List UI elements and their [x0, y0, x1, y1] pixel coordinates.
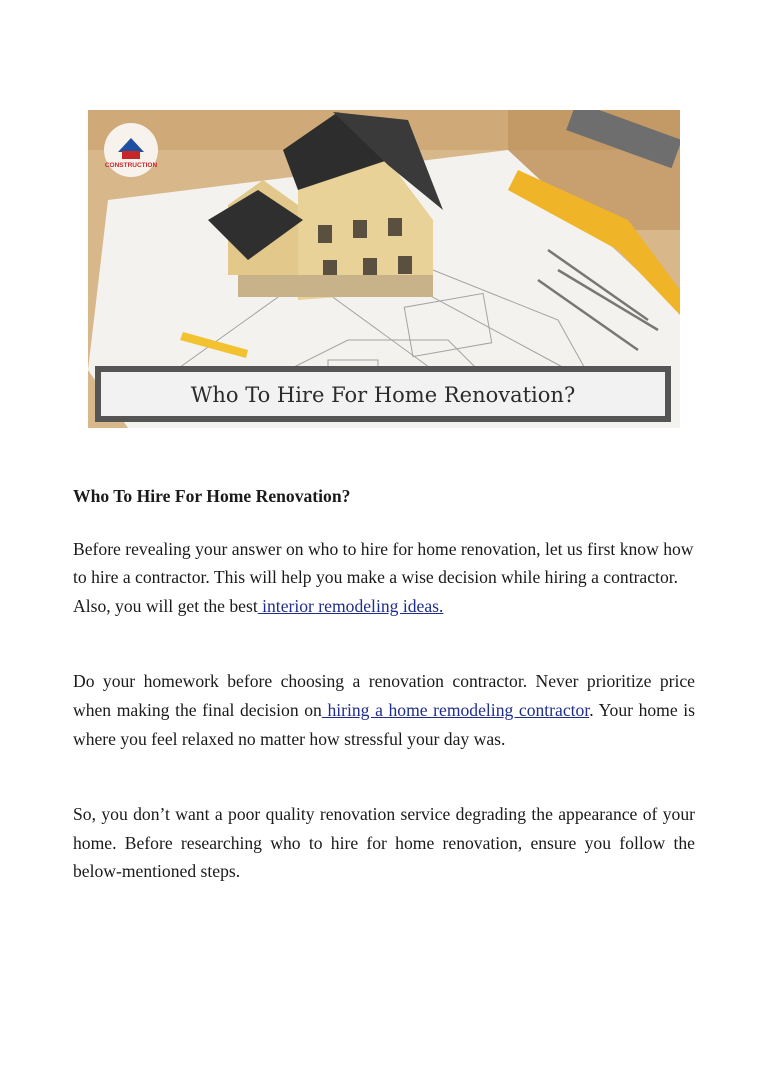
article-heading: Who To Hire For Home Renovation?	[73, 486, 351, 506]
logo-text: CONSTRUCTION	[104, 162, 158, 169]
hero-banner-title: Who To Hire For Home Renovation?	[190, 383, 576, 407]
hero-banner	[95, 366, 671, 422]
paragraph-homework-text-end: . Your home is where you feel relaxed no matter how stressful your day was.	[73, 699, 695, 749]
paragraph-homework	[73, 667, 695, 753]
hero-illustration	[88, 110, 680, 428]
hero-image	[88, 110, 680, 428]
paragraph-homework-text: Do your homework before choosing a renovation contractor. Never prioritize price when making the final decision on	[73, 671, 695, 720]
interior-remodeling-ideas-link[interactable]: interior remodeling ideas.	[257, 595, 444, 616]
paragraph-intro	[73, 535, 695, 621]
article-body	[73, 482, 695, 886]
paragraph-quality: So, you don’t want a poor quality renovation service degrading the appearance of your home. Before researching who to hire for home renovation, ensure you follow the below-mentioned steps.	[73, 804, 695, 882]
hiring-contractor-link[interactable]: hiring a home remodeling contractor	[321, 699, 590, 720]
paragraph-intro-text: Before revealing your answer on who to hire for home renovation, let us first know how to hire a contractor. This will help you make a wise decision while hiring a contractor. Also, you will get the best	[73, 538, 694, 616]
company-logo	[104, 123, 158, 177]
